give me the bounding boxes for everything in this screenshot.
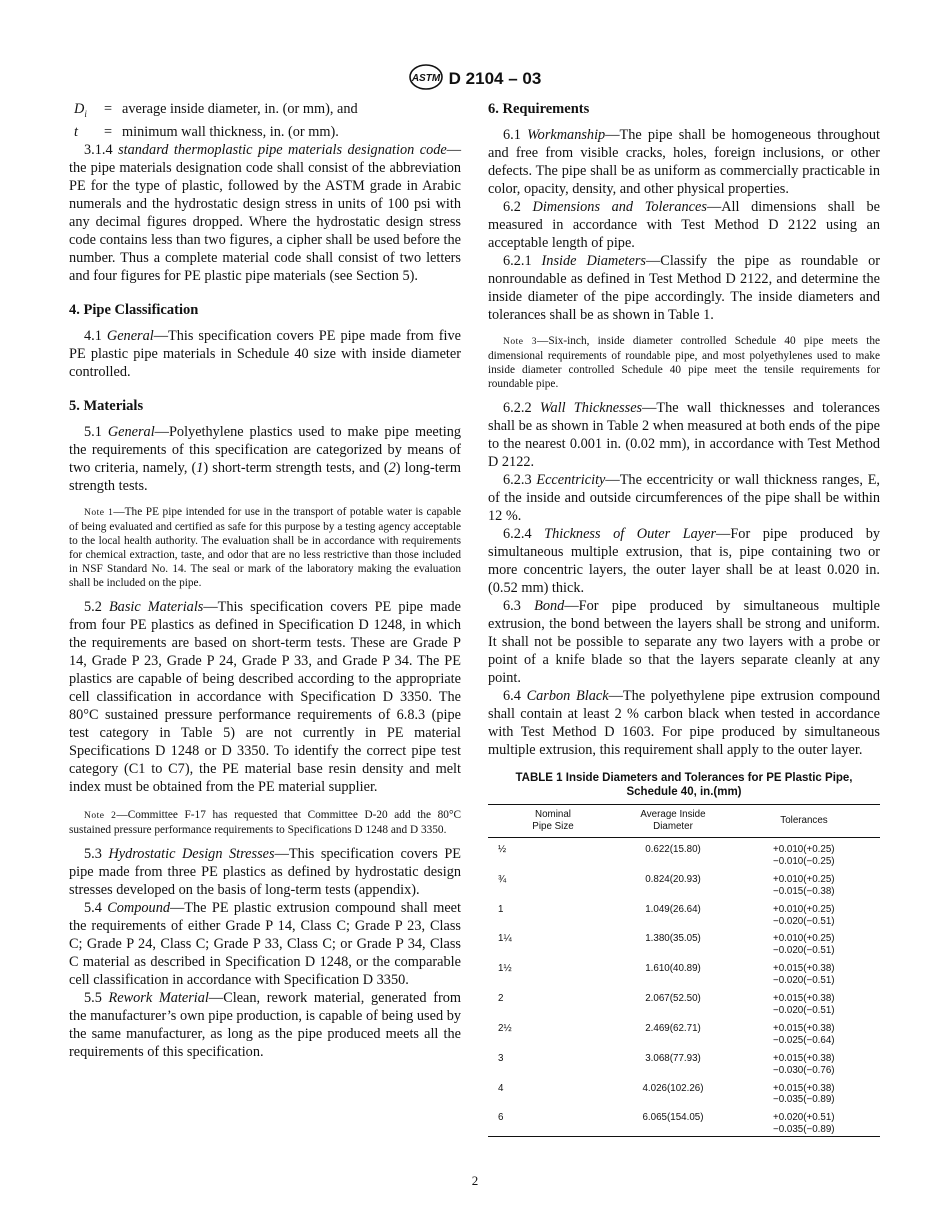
cell-size: 2½ xyxy=(498,1022,512,1034)
para-6-2-3: 6.2.3 Eccentricity—The eccentricity or wall thickness ranges, E, of the inside and outside circumferences of the pipe shall be within 12 %. xyxy=(488,472,880,524)
para-5-2: 5.2 Basic Materials—This specification covers PE pipe made from four PE plastics as defined in Specification D 1248, in which the requirements are based on short-term tests. These are Grade P 14, Grade P 23, Grade P 24, Grade P 33, and Grade P 34. The PE plastics are capable of being described according to the appropriate cell classification in accordance with Specification D 3350. The 80°C sustained pressure performance requirements of 6.8.3 (pipe test category in Table 5) are not currently in PE material Specifications D 1248 or D 3350. To identify the correct pipe test category (C1 to C7), the PE material base resin density and melt index must be obtained from the PE material supplier. xyxy=(69,598,461,795)
cell-tolerances: +0.010(+0.25) −0.020(−0.51) xyxy=(773,903,835,927)
right-column xyxy=(488,100,880,1137)
table-row xyxy=(488,957,880,987)
cell-tolerances: +0.015(+0.38) −0.030(−0.76) xyxy=(773,1052,835,1076)
table-row xyxy=(488,898,880,928)
table-row xyxy=(488,1047,880,1077)
cell-tolerances: +0.010(+0.25) −0.010(−0.25) xyxy=(773,844,835,867)
cell-size: ½ xyxy=(498,844,507,855)
page-header xyxy=(0,64,950,95)
table-row xyxy=(488,1077,880,1107)
variable-definitions xyxy=(69,100,461,141)
document-designation: D 2104 – 03 xyxy=(448,68,542,88)
variable-row: t = minimum wall thickness, in. (or mm). xyxy=(74,123,339,140)
note-2: Note 2—Committee F-17 has requested that Committee D-20 add the 80°C sustained pressure performance requirements to Specifications D 1248 and D 3350. xyxy=(69,808,461,836)
para-4-1: 4.1 General—This specification covers PE pipe made from five PE plastic pipe materials in Schedule 40 size with inside diameter controlled. xyxy=(69,327,461,380)
col-header-size: Nominal Pipe Size xyxy=(532,809,574,832)
cell-avg-diameter: 1.049(26.64) xyxy=(645,903,701,915)
cell-avg-diameter: 2.067(52.50) xyxy=(645,993,701,1005)
para-6-2-4: 6.2.4 Thickness of Outer Layer—For pipe produced by simultaneous multiple extrusion, that is, pipe containing two or more concentric layers, the outer layer shall be at least 0.020 in. (0.52 mm) thick. xyxy=(488,526,880,596)
table-row xyxy=(488,868,880,898)
section-5-heading: 5. Materials xyxy=(69,397,144,414)
cell-size: 2 xyxy=(498,993,504,1005)
table-row xyxy=(488,927,880,957)
cell-tolerances: +0.015(+0.38) −0.020(−0.51) xyxy=(773,993,835,1016)
para-6-2-2: 6.2.2 Wall Thicknesses—The wall thicknesses and tolerances shall be as shown in Table 2 when measured at both ends of the pipe to the nearest 0.001 in. (0.02 mm), in accordance with Test Method D 2122. xyxy=(488,400,880,470)
cell-avg-diameter: 0.622(15.80) xyxy=(645,844,701,855)
cell-size: 1¼ xyxy=(498,933,512,945)
table-1 xyxy=(488,804,880,1137)
cell-tolerances: +0.015(+0.38) −0.020(−0.51) xyxy=(773,963,835,987)
cell-avg-diameter: 2.469(62.71) xyxy=(645,1022,701,1034)
page-number: 2 xyxy=(471,1173,479,1188)
section-6-heading: 6. Requirements xyxy=(488,101,590,117)
para-6-2-1: 6.2.1 Inside Diameters—Classify the pipe as roundable or nonroundable as defined in Test Method D 2122, and determine the inside diameter of the pipe accordingly. The inside diameters and tolerances shall be as shown in Table 1. xyxy=(488,253,880,323)
cell-tolerances: +0.020(+0.51) −0.035(−0.89) xyxy=(773,1112,835,1136)
section-4-heading: 4. Pipe Classification xyxy=(69,301,199,318)
cell-avg-diameter: 1.380(35.05) xyxy=(645,933,701,945)
col-header-tolerances: Tolerances xyxy=(780,815,828,826)
cell-avg-diameter: 4.026(102.26) xyxy=(642,1082,704,1094)
cell-tolerances: +0.010(+0.25) −0.015(−0.38) xyxy=(773,873,835,897)
table-row xyxy=(488,987,880,1017)
para-5-3: 5.3 Hydrostatic Design Stresses—This specification covers PE pipe made from three PE plastics as defined by hydrostatic design stresses developed on the basis of long-term tests (appendix). xyxy=(69,845,461,898)
cell-avg-diameter: 6.065(154.05) xyxy=(642,1112,704,1124)
cell-avg-diameter: 0.824(20.93) xyxy=(645,873,701,885)
cell-size: 4 xyxy=(498,1082,504,1094)
astm-logo-icon xyxy=(409,64,443,95)
table-row xyxy=(488,838,880,868)
note-1: Note 1—The PE pipe intended for use in the transport of potable water is capable of being evaluated and certified as safe for this purpose by a testing agency acceptable to the local health authority. The evaluation shall be in accordance with requirements for chemical extraction, taste, and odor that are no less restrictive than those included in NSF Standard No. 14. The seal or mark of the laboratory making the evaluation shall be included on the pipe. xyxy=(69,505,462,589)
cell-tolerances: +0.010(+0.25) −0.020(−0.51) xyxy=(773,933,835,957)
svg-text:ASTM: ASTM xyxy=(411,73,440,84)
table-row xyxy=(488,1017,880,1047)
para-5-5: 5.5 Rework Material—Clean, rework material, generated from the manufacturer’s own pipe production, is capable of being used by the same manufacturer, as long as the pipe produced meets all the requirements of this specification. xyxy=(69,989,461,1060)
para-5-1: 5.1 General—Polyethylene plastics used to make pipe meeting the requirements of this specification are categorized by means of two criteria, namely, (1) short-term strength tests, and (2) long-term strength tests. xyxy=(69,423,462,494)
variable-row: $D_i$ = average inside diameter, in. (or mm), and xyxy=(74,101,358,119)
left-column xyxy=(69,100,461,1061)
cell-avg-diameter: 1.610(40.89) xyxy=(645,963,701,975)
cell-tolerances: +0.015(+0.38) −0.025(−0.64) xyxy=(773,1022,835,1046)
cell-tolerances: +0.015(+0.38) −0.035(−0.89) xyxy=(773,1082,835,1106)
table-1-title: TABLE 1 Inside Diameters and Tolerances for PE Plastic Pipe, Schedule 40, in.(mm) xyxy=(515,772,853,798)
para-6-1: 6.1 Workmanship—The pipe shall be homogeneous throughout and free from visible cracks, holes, foreign inclusions, or other defects. The pipe shall be as uniform as commercially practicable in color, opacity, density, and other physical properties. xyxy=(488,127,880,197)
para-3-1-4: 3.1.4 standard thermoplastic pipe materials designation code—the pipe materials designation code shall consist of the abbreviation PE for the type of plastic, followed by the ASTM grade in Arabic numerals and the hydrostatic design stress in units of 100 psi with any decimal figures dropped. Where the hydrostatic design stress code contains less than two figures, a cipher shall be used before the number. Thus a complete material code shall consist of two letters and four figures for PE plastic pipe materials (see Section 5). xyxy=(69,141,462,284)
para-6-2: 6.2 Dimensions and Tolerances—All dimensions shall be measured in accordance with Test Method D 2122 using an acceptable length of pipe. xyxy=(488,199,881,251)
note-3: Note 3—Six-inch, inside diameter controlled Schedule 40 pipe meets the dimensional requirements of roundable pipe, and most polyethylenes used to make inside diameter controlled Schedule 40 pipe meet the tensile requirements for roundable pipe. xyxy=(488,335,880,390)
cell-avg-diameter: 3.068(77.93) xyxy=(645,1052,701,1064)
para-5-4: 5.4 Compound—The PE plastic extrusion compound shall meet the requirements of either Grade P 14, Class C; Grade P 23, Class C; Grade P 24, Class C; Grade P 33, Class C; or Grade P 34, Class C material as described in Specification D 1248, or the comparable cell classification in accordance with Specification D 3350. xyxy=(69,899,461,988)
cell-size: ¾ xyxy=(498,873,507,885)
para-6-3: 6.3 Bond—For pipe produced by simultaneous multiple extrusion, the bond between the layers shall be strong and uniform. It shall not be possible to separate any two layers with a probe or point of a knife blade so that the layers separate cleanly at any point. xyxy=(488,598,880,686)
table-row xyxy=(488,1106,880,1136)
cell-size: 1 xyxy=(498,903,504,915)
cell-size: 3 xyxy=(498,1052,504,1064)
col-header-avg: Average Inside Diameter xyxy=(640,809,706,832)
para-6-4: 6.4 Carbon Black—The polyethylene pipe extrusion compound shall contain at least 2 % carbon black when tested in accordance with Test Method D 1603. For pipe produced by simultaneous multiple extrusion, this requirement shall apply to the outer layer. xyxy=(488,688,880,758)
cell-size: 1½ xyxy=(498,963,512,975)
cell-size: 6 xyxy=(498,1112,504,1124)
